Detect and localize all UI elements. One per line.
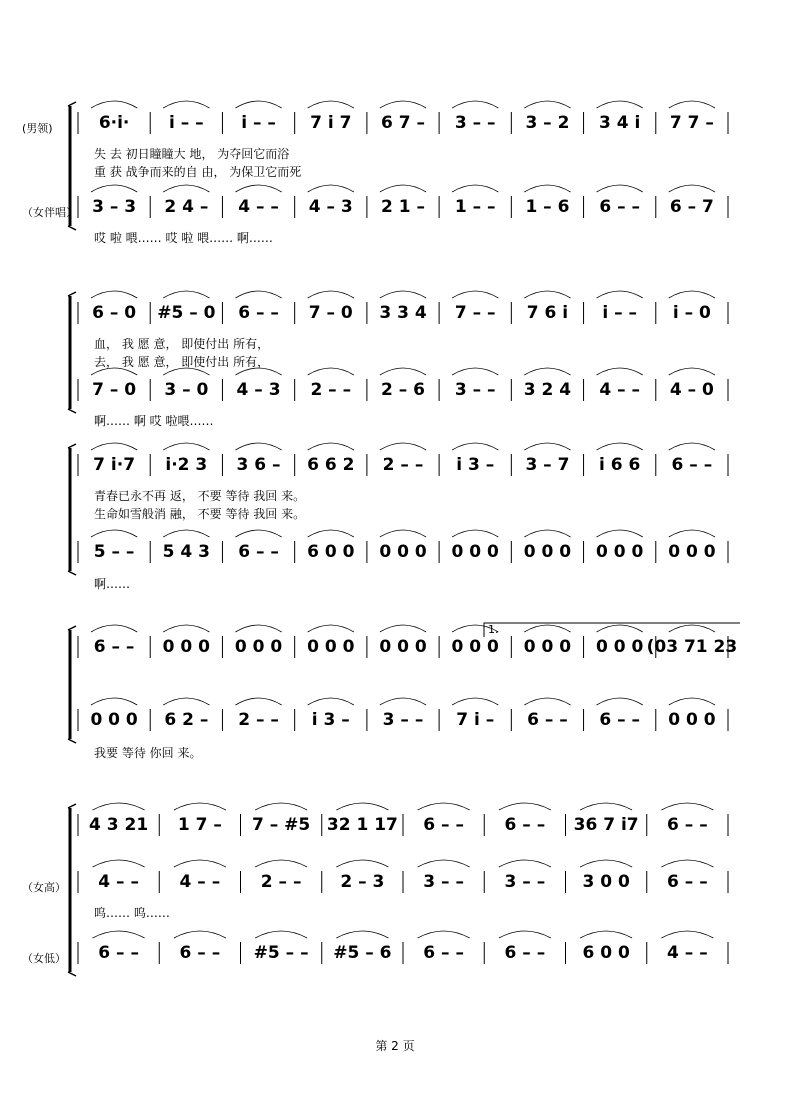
measure-notes: 6 – – [179,943,221,963]
measure-notes: i – – [241,113,276,133]
slur [661,803,713,810]
slur [91,291,137,298]
slur [380,101,426,108]
measure-notes: 6 – – [98,943,139,963]
measure-notes: 0 0 0 [379,542,427,562]
measure-notes: 4 3 21 [89,815,149,835]
staff-row [78,368,728,401]
measure-notes: 5 4 3 [162,542,210,562]
measure-notes: 5 – – [93,542,135,562]
slur [669,443,715,450]
slur [308,185,354,192]
measure-notes: 3 3 4 [379,303,427,323]
slur [524,698,570,705]
measure-notes: 2 1 – [381,197,425,217]
slur [91,443,137,450]
slur [163,625,209,632]
slur [163,101,209,108]
measure-notes: i 3 – [456,455,495,475]
staff-row [78,625,737,658]
slur [452,530,498,537]
slur [597,101,643,108]
measure-notes: 6 – – [238,303,279,323]
measure-notes: 7 – #5 [252,815,311,835]
slur [255,931,307,938]
slur [380,625,426,632]
measure-notes: #5 – 0 [157,303,216,323]
part-label: (男领) [22,122,53,135]
measure-notes: 0 0 0 [668,542,716,562]
slur [255,803,307,810]
slur [380,698,426,705]
staff-row [78,291,728,324]
lyric-line: 失 去 初日瞳瞳大 地， 为夺回它而浴 [94,147,290,161]
slur [669,291,715,298]
part-label: （女高） [22,881,66,894]
measure-notes: 6 – – [504,815,546,835]
lyric-line: 重 获 战争而来的自 由， 为保卫它而死 [94,165,302,179]
measure-notes: 6 7 – [381,113,425,133]
measure-notes: 6 0 0 [307,542,355,562]
slur [174,803,226,810]
slur [452,185,498,192]
slur [661,931,713,938]
slur [669,625,715,632]
measure-notes: 2 4 – [164,197,209,217]
slur [524,530,570,537]
slur [669,530,715,537]
measure-notes: #5 – 6 [333,943,392,963]
slur [235,530,281,537]
volta-bracket [484,623,740,637]
measure-notes: 4 – – [179,872,221,892]
system-1 [22,101,728,245]
lyric-line: 青春已永不再 返， 不要 等待 我回 来。 [94,489,306,503]
lyric-line: 血， 我 愿 意， 即使付出 所有， [94,337,270,351]
slur [452,698,498,705]
measure-notes: 3 6 – [236,455,281,475]
measure-notes: i – – [602,303,638,323]
measure-notes: 0 0 0 [596,637,644,657]
measure-notes: 6 – – [667,815,708,835]
slur [452,443,498,450]
measure-notes: 3 – 7 [525,455,570,475]
slur [597,185,643,192]
slur [91,625,137,632]
staff-row [78,185,728,218]
slur [524,291,570,298]
slur [499,803,551,810]
measure-notes: 6·i· [98,113,130,133]
slur [669,368,715,375]
slur [235,185,281,192]
measure-notes: 4 – – [599,380,641,400]
measure-notes: 6 – – [423,815,464,835]
measure-notes: 7 i 7 [310,113,352,133]
slur [308,625,354,632]
slur [91,185,137,192]
slur [380,443,426,450]
lyric-line: 去， 我 愿 意， 即使付出 所有， [94,355,270,369]
lyric-line: 呜…… 呜…… [94,906,170,920]
measure-notes: 3 2 4 [523,380,572,400]
measure-notes: 36 7 i7 [573,815,639,835]
staff-row [78,101,728,134]
slur [597,443,643,450]
measure-notes: 0 0 0 [523,542,572,562]
slur [597,368,643,375]
staff-row [78,530,728,563]
measure-notes: 6 – 7 [669,197,714,217]
measure-notes: 6 – 0 [92,303,137,323]
slur [499,860,551,867]
measure-notes: i – – [168,113,204,133]
slur [235,368,281,375]
measure-notes: 2 – 3 [340,872,385,892]
system-5 [22,803,728,976]
slur [580,860,632,867]
slur [336,860,388,867]
measure-notes: 6 – – [504,943,546,963]
measure-notes: 7 6 i [526,303,569,323]
part-label: （女伴唱） [22,206,77,219]
measure-notes: 2 – 6 [381,380,425,400]
measure-notes: 1 – 6 [525,197,570,217]
slur [418,860,470,867]
slur [380,185,426,192]
measure-notes: 2 – – [310,380,352,400]
staff-row [78,860,728,893]
system-4 [68,623,740,760]
measure-notes: 3 4 i [599,113,641,133]
measure-notes: 7 – 0 [308,303,353,323]
measure-notes: 4 – 0 [669,380,714,400]
system-2 [68,291,728,428]
slur [669,101,715,108]
measure-notes: 3 – – [504,872,546,892]
slur [93,860,145,867]
lyric-line: 啊…… [94,577,131,591]
lyric-line: 我要 等待 你回 来。 [94,746,202,760]
measure-notes: 0 0 0 [668,710,716,730]
slur [308,101,354,108]
measure-notes: 7 – 0 [92,380,137,400]
slur [580,931,632,938]
measure-notes: 7 – – [454,303,496,323]
slur [235,443,281,450]
measure-notes: 2 – – [382,455,424,475]
measure-notes: 3 – – [382,710,424,730]
slur [380,530,426,537]
measure-notes: 6 – – [667,872,708,892]
measure-notes: 4 – 3 [308,197,353,217]
measure-notes: 6 – – [599,710,641,730]
measure-notes: 3 – 0 [164,380,209,400]
slur [308,291,354,298]
measure-notes: 0 0 0 [162,637,210,657]
measure-notes: 6 – – [527,710,568,730]
slur [91,101,137,108]
slur [163,443,209,450]
measure-notes: 32 1 17 [326,815,398,835]
slur [661,860,713,867]
staff-row [78,443,728,476]
slur [524,625,570,632]
measure-notes: 2 – – [260,872,302,892]
measure-notes: 0 0 0 [90,710,138,730]
measure-notes: 0 0 0 [596,542,644,562]
slur [597,698,643,705]
slur [93,931,145,938]
measure-notes: i – 0 [672,303,711,323]
slur [380,291,426,298]
slur [308,443,354,450]
slur [93,803,145,810]
slur [597,625,643,632]
measure-notes: 6 – – [93,637,135,657]
slur [174,860,226,867]
slur [524,368,570,375]
slur [524,101,570,108]
measure-notes: 0 0 0 [451,637,499,657]
lyric-line: 哎 啦 喂…… 哎 啦 喂…… 啊…… [94,231,273,245]
measure-notes: 6 0 0 [582,943,630,963]
measure-notes: 3 – – [454,113,496,133]
slur [235,698,281,705]
measure-notes: 3 – 2 [525,113,570,133]
slur [235,291,281,298]
slur [163,368,209,375]
part-label: （女低） [22,952,66,965]
slur [597,530,643,537]
slur [418,931,470,938]
measure-notes: 4 – – [238,197,279,217]
measure-notes: 7 i – [456,710,495,730]
lyric-line: 生命如雪般消 融， 不要 等待 我回 来。 [94,507,306,521]
slur [308,530,354,537]
measure-notes: 4 – – [667,943,708,963]
slur [163,291,209,298]
staff-row [78,698,728,731]
measure-notes: 1 7 – [177,815,222,835]
measure-notes: #5 – – [253,943,309,963]
slur [91,368,137,375]
measure-notes: 3 – 3 [92,197,137,217]
slur [452,368,498,375]
slur [91,698,137,705]
measure-notes: 0 0 0 [379,637,427,657]
staff-row [78,931,728,964]
slur [308,368,354,375]
slur [452,291,498,298]
measure-notes: 0 0 0 [451,542,499,562]
slur [91,530,137,537]
measure-notes: 6 – – [599,197,641,217]
measure-notes: i 3 – [311,710,350,730]
measure-notes: 3 – – [454,380,496,400]
measure-notes: 1 – – [454,197,496,217]
measure-notes: 4 – 3 [236,380,281,400]
measure-notes: i 6 6 [599,455,641,475]
page-number: 第 2 页 [375,1039,415,1053]
measure-notes: i·2 3 [165,455,208,475]
slur [499,931,551,938]
slur [163,530,209,537]
measure-notes: 7 i·7 [93,455,136,475]
slur [524,185,570,192]
slur [524,443,570,450]
measure-notes: 3 0 0 [582,872,630,892]
measure-notes: 0 0 0 [307,637,355,657]
volta-number: 1. [488,623,499,636]
measure-notes: 4 – – [98,872,139,892]
slur [380,368,426,375]
slur [163,698,209,705]
measure-notes: 0 0 0 [234,637,283,657]
slur [669,698,715,705]
slur [580,803,632,810]
measure-notes: 6 – – [238,542,279,562]
measure-notes: 6 6 2 [307,455,355,475]
measure-notes: (03 71 23 [646,637,738,657]
measure-notes: 6 2 – [164,710,209,730]
measure-notes: 6 – – [671,455,713,475]
slur [235,625,281,632]
slur [669,185,715,192]
slur [163,185,209,192]
slur [174,931,226,938]
slur [336,931,388,938]
slur [597,291,643,298]
measure-notes: 7 7 – [669,113,714,133]
lyric-line: 啊…… 啊 哎 啦喂…… [94,414,214,428]
slur [336,803,388,810]
measure-notes: 2 – – [238,710,279,730]
slur [308,698,354,705]
slur [418,803,470,810]
slur [235,101,281,108]
measure-notes: 6 – – [423,943,464,963]
measure-notes: 0 0 0 [523,637,572,657]
slur [255,860,307,867]
measure-notes: 3 – – [423,872,464,892]
staff-row [78,803,728,836]
slur [452,101,498,108]
system-3 [68,443,728,591]
